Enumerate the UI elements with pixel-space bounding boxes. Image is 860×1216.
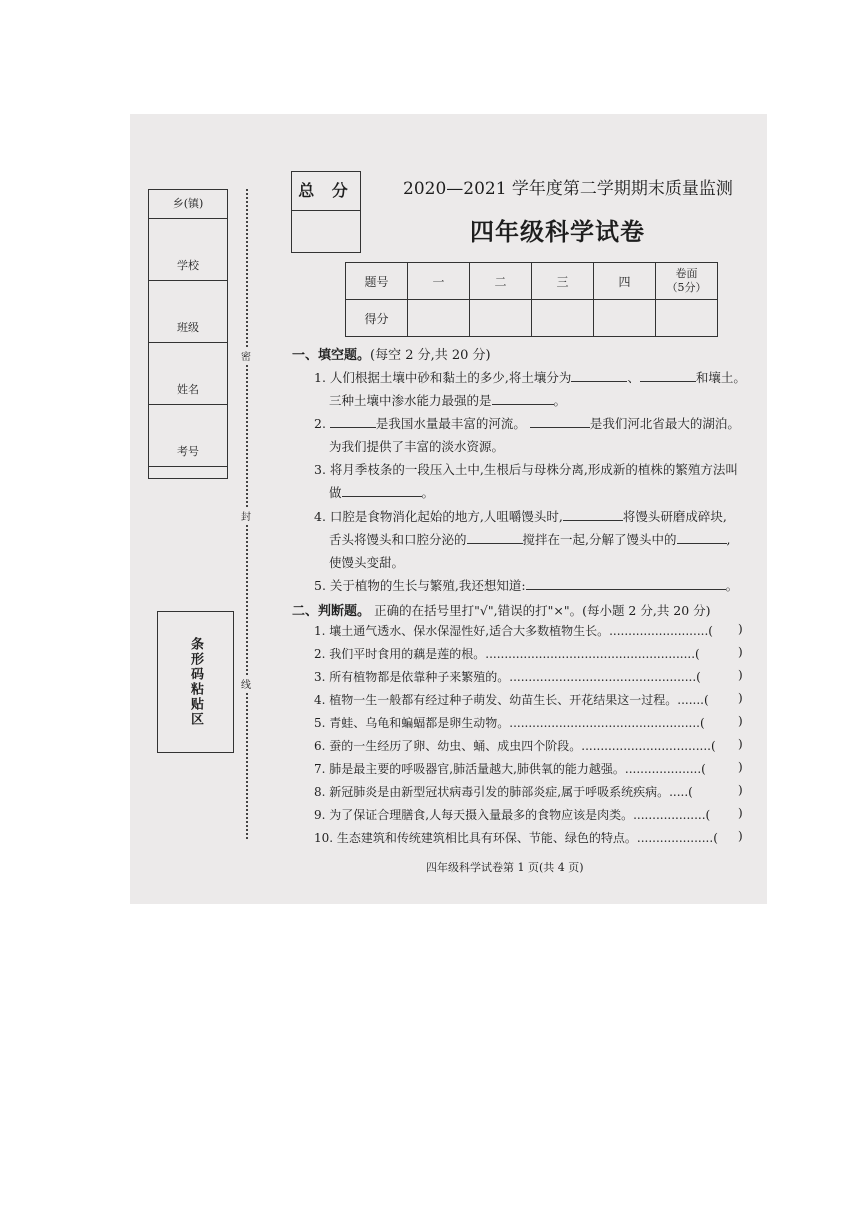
answer-paren[interactable]: ) <box>738 806 743 820</box>
q4-line2 <box>329 530 730 548</box>
seal-char-mi: 密 <box>241 347 251 364</box>
judgement-item: 5. 青蛙、乌龟和蝙蝠都是卵生动物。..................................................( <box>314 716 705 730</box>
judgement-item: 3. 所有植物都是依靠种子来繁殖的。.................................................( <box>314 670 701 684</box>
section1-title: 一、填空题。 <box>292 348 371 363</box>
answer-paren[interactable]: ) <box>738 760 743 774</box>
q1-text: 1. 人们根据土壤中砂和黏土的多少,将土壤分为 <box>314 370 572 385</box>
q1-text2: 三种土壤中渗水能力最强的是 <box>329 393 492 408</box>
student-info-box <box>148 189 228 479</box>
q2-text-end: 是我们河北省最大的湖泊。 <box>589 416 740 431</box>
score-header-cell: 三 <box>532 263 594 300</box>
answer-blank[interactable] <box>330 416 376 428</box>
answer-blank[interactable] <box>571 370 627 382</box>
score-cell[interactable] <box>408 300 470 337</box>
q2-line2: 为我们提供了丰富的淡水资源。 <box>329 439 505 454</box>
field-name-label: 姓名 <box>149 376 227 405</box>
judgement-item: 1. 壤土通气透水、保水保湿性好,适合大多数植物生长。..........................( <box>314 624 713 638</box>
score-header-cell: 一 <box>408 263 470 300</box>
judgement-item: 6. 蚕的一生经历了卵、幼虫、蛹、成虫四个阶段。..................................( <box>314 739 716 753</box>
score-cell[interactable] <box>594 300 656 337</box>
score-header-cell: 二 <box>470 263 532 300</box>
section1-heading <box>292 344 491 363</box>
answer-paren[interactable]: ) <box>738 622 743 636</box>
q5-line <box>314 576 738 594</box>
q3-text: 做 <box>329 485 342 500</box>
answer-blank[interactable] <box>563 509 623 521</box>
score-header-cell: 四 <box>594 263 656 300</box>
barcode-label: 条形码粘贴区 <box>188 637 203 727</box>
judgement-item: 10. 生态建筑和传统建筑相比具有环保、节能、绿色的特点。....................( <box>314 831 718 845</box>
answer-blank[interactable] <box>467 532 523 544</box>
answer-paren[interactable]: ) <box>738 668 743 682</box>
judgement-item: 4. 植物一生一般都有经过种子萌发、幼苗生长、开花结果这一过程。.......( <box>314 693 709 707</box>
q3-line1: 3. 将月季枝条的一段压入土中,生根后与母株分离,形成新的植株的繁殖方法叫 <box>314 462 738 477</box>
exam-main-title: 四年级科学试卷 <box>470 217 645 246</box>
field-examno-label: 考号 <box>149 438 227 467</box>
score-table <box>345 262 718 337</box>
total-score-label: 总 分 <box>292 172 360 211</box>
q5-text: 5. 关于植物的生长与繁殖,我还想知道: <box>314 578 526 593</box>
q2-line1 <box>314 414 740 432</box>
score-cell[interactable] <box>532 300 594 337</box>
section2-heading <box>292 600 711 619</box>
answer-paren[interactable]: ) <box>738 737 743 751</box>
seal-char-xian: 线 <box>241 675 251 692</box>
field-class-label: 班级 <box>149 314 227 343</box>
judgement-item: 8. 新冠肺炎是由新型冠状病毒引发的肺部炎症,属于呼吸系统疾病。.....( <box>314 785 693 799</box>
answer-blank[interactable] <box>640 370 696 382</box>
score-cell[interactable] <box>656 300 718 337</box>
seal-char-feng: 封 <box>241 507 251 524</box>
judgement-item: 2. 我们平时食用的藕是莲的根。.......................................................( <box>314 647 700 661</box>
q4-text2: 舌头将馒头和口腔分泌的 <box>329 532 467 547</box>
answer-blank[interactable] <box>492 393 554 405</box>
total-score-box <box>291 171 361 253</box>
q4-text2-mid: 搅拌在一起,分解了馒头中的 <box>522 532 677 547</box>
answer-blank[interactable] <box>342 485 422 497</box>
q4-text-end: 将馒头研磨成碎块, <box>622 509 727 524</box>
exam-paper <box>130 114 767 904</box>
judgement-item: 9. 为了保证合理膳食,人每天摄入量最多的食物应该是肉类。...................( <box>314 808 711 822</box>
q1-text2-end: 。 <box>553 393 567 408</box>
field-town-label: 乡(镇) <box>149 190 227 219</box>
exam-year-title: 2020—2021 学年度第二学期期末质量监测 <box>403 179 733 199</box>
q1-line1 <box>314 368 746 386</box>
q4-text: 4. 口腔是食物消化起始的地方,人咀嚼馒头时, <box>314 509 563 524</box>
q5-text-end: 。 <box>725 578 739 593</box>
answer-blank[interactable] <box>530 416 590 428</box>
q1-text-end: 和壤土。 <box>695 370 746 385</box>
q4-line1 <box>314 507 727 525</box>
answer-paren[interactable]: ) <box>738 829 743 843</box>
q1-sep: 、 <box>627 370 640 385</box>
score-cell[interactable] <box>470 300 532 337</box>
score-row-label: 得分 <box>346 300 408 337</box>
answer-blank[interactable] <box>677 532 727 544</box>
q1-line2 <box>329 391 566 409</box>
q2-text: 是我国水量最丰富的河流。 <box>375 416 526 431</box>
answer-paren[interactable]: ) <box>738 691 743 705</box>
answer-paren[interactable]: ) <box>738 645 743 659</box>
q4-text2-end: , <box>726 532 731 547</box>
q3-line2 <box>329 483 434 501</box>
q2-num: 2. <box>314 416 326 431</box>
q4-line3: 使馒头变甜。 <box>329 555 405 570</box>
page-footer: 四年级科学试卷第 1 页(共 4 页) <box>426 861 584 874</box>
q3-text-end: 。 <box>421 485 435 500</box>
barcode-area <box>157 611 234 753</box>
section2-note: 正确的在括号里打"√",错误的打"×"。(每小题 2 分,共 20 分) <box>374 603 711 618</box>
field-school-label: 学校 <box>149 252 227 281</box>
score-header-cell: 卷面 （5分） <box>656 263 718 300</box>
answer-paren[interactable]: ) <box>738 714 743 728</box>
answer-paren[interactable]: ) <box>738 783 743 797</box>
section1-note: (每空 2 分,共 20 分) <box>370 348 491 363</box>
score-header-cell: 题号 <box>346 263 408 300</box>
answer-blank[interactable] <box>526 578 726 590</box>
section2-title: 二、判断题。 <box>292 604 371 619</box>
judgement-item: 7. 肺是最主要的呼吸器官,肺活量越大,肺供氧的能力越强。....................( <box>314 762 706 776</box>
